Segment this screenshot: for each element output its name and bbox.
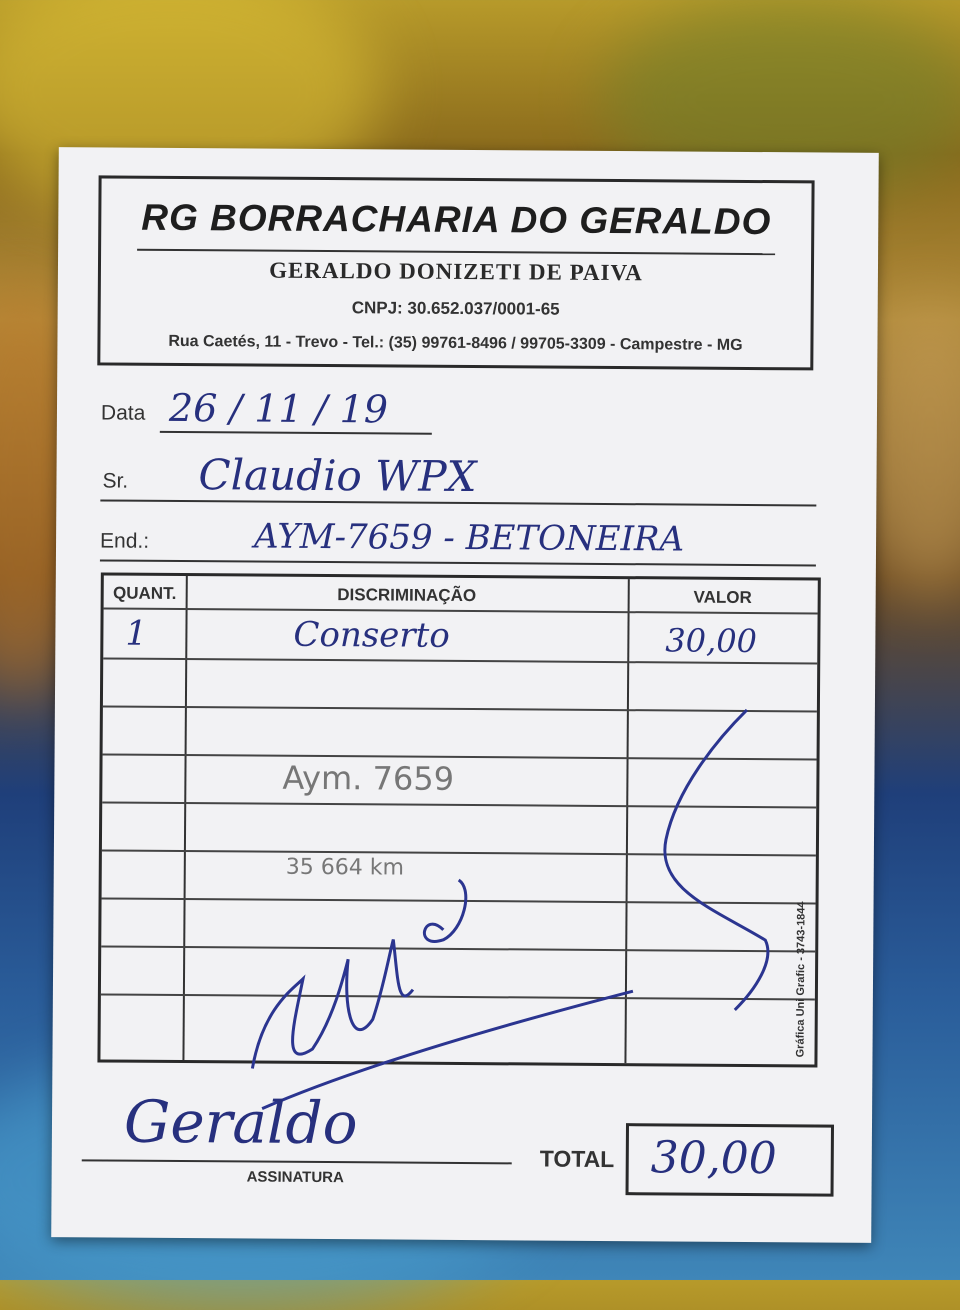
signature-value: Geraldo <box>123 1087 358 1158</box>
printer-credit: Gráfica Uni Grafic - 3743-1844 <box>794 901 808 1058</box>
data-line <box>160 431 432 435</box>
signature-line <box>82 1159 512 1164</box>
col-quant-header: QUANT. <box>112 583 177 603</box>
end-value: AYM-7659 - BETONEIRA <box>253 516 685 560</box>
owner-name: GERALDO DONIZETI DE PAIVA <box>269 257 643 286</box>
data-label: Data <box>100 401 146 425</box>
receipt <box>51 147 879 1243</box>
row-1-discriminacao: Conserto <box>293 614 450 656</box>
col-discriminacao-header: DISCRIMINAÇÃO <box>337 585 477 606</box>
address: Rua Caetés, 11 - Trevo - Tel.: (35) 99761-8496 / 99705-3309 - Campestre - MG <box>168 332 743 354</box>
row-1-quant: 1 <box>125 613 148 654</box>
end-label: End.: <box>99 529 150 553</box>
sr-label: Sr. <box>102 469 129 493</box>
shop-name-underline <box>137 249 775 255</box>
valor-column-bracket <box>625 699 817 1020</box>
shop-name: RG BORRACHARIA DO GERALDO <box>141 196 772 243</box>
cnpj: CNPJ: 30.652.037/0001-65 <box>351 298 560 319</box>
total-box <box>626 1123 834 1196</box>
data-value: 26 / 11 / 19 <box>168 385 389 432</box>
pencil-note-km: 35 664 km <box>285 854 405 881</box>
header-box <box>97 175 814 370</box>
row-1-valor: 30,00 <box>665 621 758 661</box>
col-valor-header: VALOR <box>693 587 752 607</box>
sr-value: Claudio WPX <box>198 450 477 502</box>
end-line <box>100 559 816 566</box>
total-label: TOTAL <box>539 1145 615 1173</box>
signature-label: ASSINATURA <box>246 1168 344 1187</box>
pencil-note-plate: Aym. 7659 <box>282 758 455 798</box>
total-value: 30,00 <box>650 1132 777 1185</box>
